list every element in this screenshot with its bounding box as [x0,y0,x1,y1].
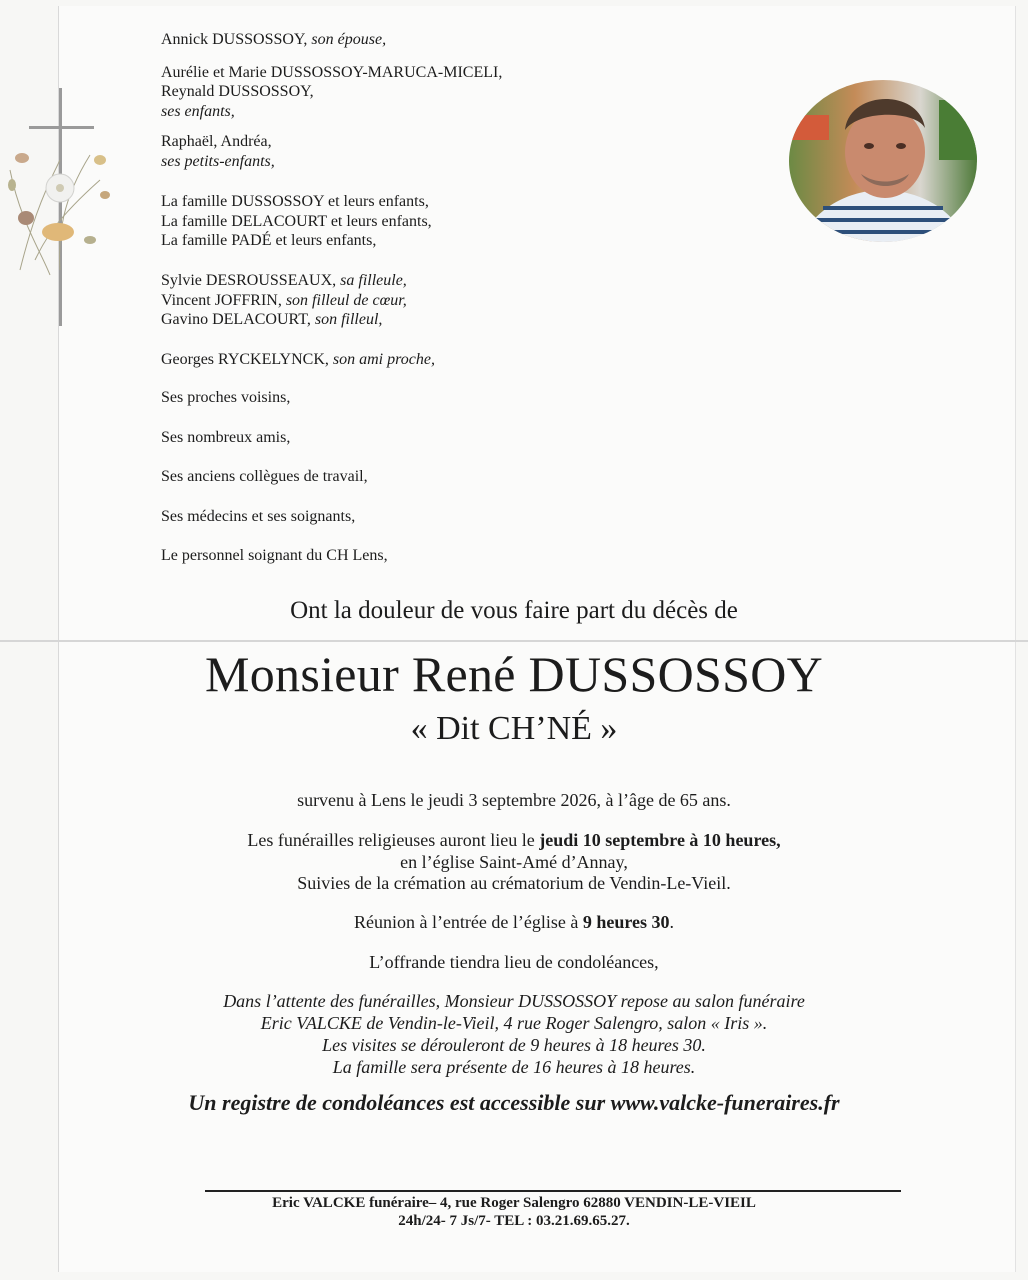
cremation-details: Suivies de la crémation au crématorium de Vendin-Le-Vieil. [297,873,731,893]
list-item: Ses nombreux amis, [161,429,291,446]
rest-details-line: Dans l’attente des funérailles, Monsieur DUSSOSSOY repose au salon funéraire [223,991,805,1011]
list-item: Ses anciens collègues de travail, [161,468,368,485]
announcement-text: Ont la douleur de vous faire part du décès de [290,597,738,624]
rest-details-line: Les visites se dérouleront de 9 heures à 18 heures 30. [322,1035,706,1055]
flowers-icon [0,140,125,280]
list-item: ses enfants, [161,103,235,120]
list-item: Annick DUSSOSSOY, son épouse, [161,31,387,48]
list-item: La famille DUSSOSSOY et leurs enfants, [161,193,429,210]
list-item: Reynald DUSSOSSOY, [161,83,314,100]
list-item: Le personnel soignant du CH Lens, [161,547,388,564]
fold-line [0,640,1028,642]
portrait-photo [789,80,977,242]
church-details: en l’église Saint-Amé d’Annay, [400,852,628,872]
footer-address: Eric VALCKE funéraire– 4, rue Roger Salengro 62880 VENDIN-LE-VIEIL [272,1195,756,1211]
offering-text: L’offrande tiendra lieu de condoléances, [369,952,659,972]
list-item: Aurélie et Marie DUSSOSSOY-MARUCA-MICELI, [161,64,503,81]
list-item: Sylvie DESROUSSEAUX, sa filleule, [161,272,407,289]
footer-divider [205,1190,901,1192]
list-item: Gavino DELACOURT, son filleul, [161,311,383,328]
list-item: Vincent JOFFRIN, son filleul de cœur, [161,292,407,309]
list-item: Raphaël, Andréa, [161,133,272,150]
list-item: La famille DELACOURT et leurs enfants, [161,213,432,230]
deceased-nickname: « Dit CH’NÉ » [410,710,618,747]
list-item: La famille PADÉ et leurs enfants, [161,232,377,249]
list-item: Ses proches voisins, [161,389,291,406]
deceased-name: Monsieur René DUSSOSSOY [204,646,824,702]
funeral-details: Les funérailles religieuses auront lieu le jeudi 10 septembre à 10 heures, [247,830,781,850]
list-item: Georges RYCKELYNCK, son ami proche, [161,351,435,368]
death-details: survenu à Lens le jeudi 3 septembre 2026, à l’âge de 65 ans. [297,790,731,810]
list-item: Ses médecins et ses soignants, [161,508,356,525]
rest-details-line: Eric VALCKE de Vendin-le-Vieil, 4 rue Roger Salengro, salon « Iris ». [260,1013,768,1033]
cross-icon-bar [29,126,94,129]
rest-details-line: La famille sera présente de 16 heures à 18 heures. [332,1057,696,1077]
list-item: ses petits-enfants, [161,153,275,170]
meeting-details: Réunion à l’entrée de l’église à 9 heures 30. [353,912,675,932]
condolence-registry: Un registre de condoléances est accessible sur www.valcke-funeraires.fr [188,1090,840,1115]
footer-contact: 24h/24- 7 Js/7- TEL : 03.21.69.65.27. [398,1213,630,1229]
